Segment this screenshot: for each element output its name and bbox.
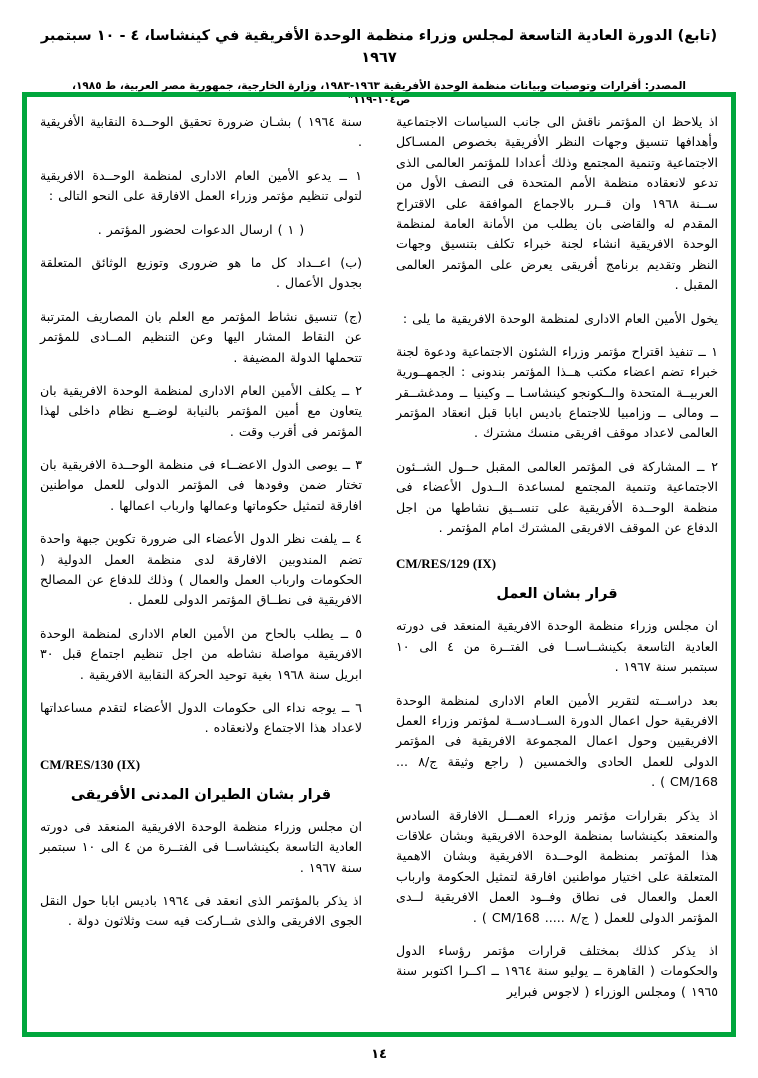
page-number: ١٤ [371, 1047, 387, 1062]
paragraph: يخول الأمين العام الادارى لمنظمة الوحدة الافريقية ما يلى : [402, 310, 718, 326]
paragraph: بعد دراســته لتقرير الأمين العام الادارى لمنظمة الوحدة الافريقية حول اعمال الدورة الســادســة لمؤتمر وزراء العمل الافريقيين وحول اعمال المجموعة الافريقية فى المؤتمر الدولى للعمل الحادى والخمسين ( راجع وثيقة ج/٨ ... CM/168 ) . [396, 692, 718, 790]
paragraph: (ج) تنسيق نشاط المؤتمر مع العلم بان المصاريف المترتبة عن النقاط المشار اليها وعن التنظيم المــادى للمؤتمر تتحملها الدولة المضيفة . [40, 308, 362, 365]
paragraph: اذ يذكر بقرارات مؤتمر وزراء العمـــل الافارقة السادس والمنعقد بكينشاسا بمنظمة الوحدة الافريقية وبشان علاقات هذا المؤتمر بمنظمة الوحــدة الافريقية وبشان الاهمية المتعلقة على اختيار مواطنين افارقة لتمثيل الحكومة وارباب العمل والعمال فى نطاق وفــود العمل الافريقية لــدى المؤتمر الدولى للعمل ( ج/٨ ..... CM/168 ) . [396, 807, 718, 925]
resolution-id: CM/RES/129 (IX) [396, 556, 497, 572]
paragraph: ٥ ــ يطلب بالحاح من الأمين العام الادارى لمنظمة الوحدة الافريقية مواصلة نشاطه من اجل تنظيم اجتماع قبل ٣٠ ابريل سنة ١٩٦٨ بغية توحيد الحركة النقابية الافريقية . [40, 625, 362, 682]
paragraph: ٣ ــ يوصى الدول الاعضــاء فى منظمة الوحــدة الافريقية بان تختار ضمن وفودها فى المؤتمر الدولى للعمل مواطنين افارقة لتمثيل حكوماتها وعمالها وارباب اعمالها . [40, 457, 362, 513]
paragraph: (ب) اعــداد كل ما هو ضرورى وتوزيع الوثائق المتعلقة بجدول الأعمال . [40, 254, 362, 291]
resolution-title: قرار بشان الطيران المدنى الأفريقى [70, 786, 332, 803]
paragraph: ٤ ــ يلفت نظر الدول الأعضاء الى ضرورة تكوين جبهة واحدة تضم المندوبين الافارقة لدى منظمة العمل الدولية ( الحكومات وارباب العمل والعمال ) وذلك للدفاع عن المصالح الافريقية فى نطــاق المؤتمر الدولى للعمل . [40, 531, 362, 608]
paragraph: ( ١ ) ارسال الدعوات لحضور المؤتمر . [97, 221, 305, 237]
paragraph: اذ يذكر بالمؤتمر الذى انعقد فى ١٩٦٤ باديس ابابا حول النقل الجوى الافريقى والذى شــاركت فيه ست وثلاثون دولة . [40, 892, 362, 929]
paragraph: ان مجلس وزراء منظمة الوحدة الافريقية المنعقد فى دورته العادية التاسعة بكينشــاســا فى الفتــرة من ٤ الى ١٠ سبتمبر سنة ١٩٦٧ . [396, 618, 718, 675]
paragraph: اذ يذكر كذلك بمختلف قرارات مؤتمر رؤساء الدول والحكومات ( القاهرة ــ يوليو سنة ١٩٦٤ ــ اكــرا اكتوبر سنة ١٩٦٥ ) ومجلس الوزراء ( لاجوس فبراير [396, 942, 719, 999]
page-title: (تابع) الدورة العادية التاسعة لمجلس وزراء منظمة الوحدة الأفريقية في كينشاسا، ٤ - ١٠ سبتمبر ١٩٦٧ [40, 28, 718, 66]
paragraph: ١ ــ تنفيذ اقتراح مؤتمر وزراء الشئون الاجتماعية ودعوة لجنة خبراء تضم اعضاء مكتب هــذا المؤتمر بندونى : الجمهــورية العربيــة المتحدة والــكونجو كينشاسـا ــ وكينيا ــ ومدغشــقر ــ ومالى ــ وزامبيا للاجتماع باديس ابابا قبل انعقاد المؤتمر العالمى لاعداد موقف افريقى منسك مشترك . [396, 343, 718, 441]
paragraph: ٢ ــ المشاركة فى المؤتمر العالمى المقبل حــول الشــئون الاجتماعية وتنمية المجتمع لمساعدة الــدول الأعضاء فى منظمة الوحــدة الأفريقية على تنســيق نشاطها من اجل الدفاع عن الموقف الافريقى المشترك امام المؤتمر . [396, 458, 718, 536]
source-note: المصدر: ‏أقرارات وتوصيات وبيانات منظمة الوحدة الأفريقية ١٩٦٣-١٩٨٣، وزارة الخارجية، جمهورية مصر العربية، ط ١٩٨٥، ص١٠٤-١١٩" [71, 79, 687, 107]
paragraph: ٦ ــ يوجه نداء الى حكومات الدول الأعضاء لتقدم مساعداتها لاعداد هذا الاجتماع ولانعقاده . [40, 699, 362, 736]
resolution-id: CM/RES/130 (IX) [40, 756, 141, 772]
resolution-title: قرار بشان العمل [496, 586, 618, 603]
paragraph: ٢ ــ يكلف الأمين العام الادارى لمنظمة الوحدة الافريقية بان يتعاون مع أمين المؤتمر بالنيابة لوضــع نظام داخلى لهذا المؤتمر فى أقرب وقت . [40, 382, 362, 439]
two-column-body [40, 112, 718, 1017]
left-column [40, 112, 362, 1017]
paragraph: سنة ١٩٦٤ ) بشـان ضرورة تحقيق الوحــدة النقابية الأفريقية . [40, 114, 363, 150]
paragraph: ١ ــ يدعو الأمين العام الادارى لمنظمة الوحــدة الافريقية لتولى تنظيم مؤتمر وزراء العمل الافارقة على النحو التالى : [40, 167, 362, 204]
paragraph: ان مجلس وزراء منظمة الوحدة الافريقية المنعقد فى دورته العادية التاسعة بكينشاســا فى الفتــرة من ٤ الى ١٠ سبتمبر سنة ١٩٦٧ . [40, 818, 363, 875]
right-column [396, 112, 718, 1017]
paragraph: اذ يلاحظ ان المؤتمر ناقش الى جانب السياسات الاجتماعية وأهدافها تنسيق وجهات النظر الأفريقية بخصوص المسـاكل الاجتماعية وتنمية المجتمع وذلك أعدادا للمؤتمر العالمى الذى تدعو لانعقاده منظمة الأمم المتحدة فى النصف الأول من ســنة ١٩٦٨ وان قــرر بالاجماع الموافقة على الاقتراح المقدم له والقاضى بان يطلب من الأمانة العامة لمنظمة الوحدة الافريقية انشاء لجنة خبراء تكلف بتنسيق وجهات النظر وتقديم برنامج أفريقى يعرض على المؤتمر العالمى المقبل . [396, 114, 718, 293]
